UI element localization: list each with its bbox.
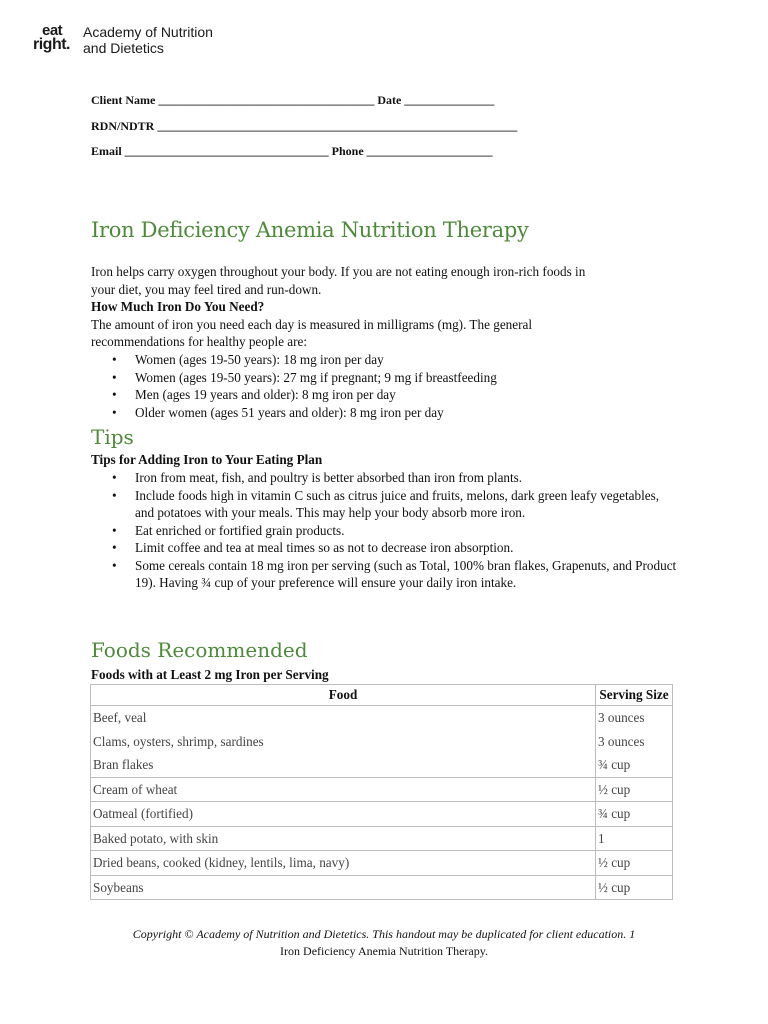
intro-line: Iron helps carry oxygen throughout your body. If you are not eating enough iron-rich foods in [91, 264, 586, 279]
copyright-notice: Copyright © Academy of Nutrition and Dietetics. This handout may be duplicated for client education. 1 [132, 927, 636, 941]
list-item: • Women (ages 19-50 years): 18 mg iron per day [91, 351, 681, 369]
page-title: Iron Deficiency Anemia Nutrition Therapy [91, 218, 529, 242]
list-item: • Include foods high in vitamin C such as citrus juice and fruits, melons, dark green leafy vegetables, and potatoes with your meals. This may help your body absorb more iron. [91, 487, 681, 522]
intro-line: The amount of iron you need each day is measured in milligrams (mg). The general [91, 316, 533, 332]
foods-table [90, 684, 673, 900]
eatright-logo [33, 24, 233, 56]
food-cell: Dried beans, cooked (kidney, lentils, lima, navy) [91, 851, 596, 876]
food-column-header: Food [91, 685, 596, 706]
email-phone-line[interactable]: Email __________________________________ Phone _____________________ [91, 144, 493, 158]
food-cell: Oatmeal (fortified) [91, 802, 596, 827]
iron-need-subheading: How Much Iron Do You Need? [91, 299, 265, 314]
serving-size-cell: ¾ cup [596, 753, 673, 777]
table-row [91, 826, 673, 851]
serving-size-column-header: Serving Size [596, 685, 673, 706]
list-item: • Older women (ages 51 years and older): 8 mg iron per day [91, 404, 681, 422]
table-header-row [91, 685, 673, 706]
serving-size-cell: ¾ cup [596, 802, 673, 827]
food-cell: Cream of wheat [91, 777, 596, 802]
serving-size-cell: ½ cup [596, 851, 673, 876]
food-cell: Beef, veal [91, 706, 596, 730]
intro-paragraph [91, 263, 681, 351]
eatright-logo-mark [33, 24, 77, 56]
food-cell: Bran flakes [91, 753, 596, 777]
page-footer [60, 926, 708, 960]
serving-size-cell: 3 ounces [596, 730, 673, 754]
list-item: • Some cereals contain 18 mg iron per serving (such as Total, 100% bran flakes, Grapenuts, and Product 19). Having ¾ cup of your preference will ensure your daily iron intake. [91, 557, 681, 592]
intro-line: recommendations for healthy people are: [91, 334, 308, 349]
list-item: • Eat enriched or fortified grain products. [91, 522, 681, 540]
table-row [91, 777, 673, 802]
tips-subheading: Tips for Adding Iron to Your Eating Plan [91, 452, 323, 467]
tips-list [91, 469, 681, 592]
organization-name-line1: Academy of Nutrition [83, 24, 213, 40]
logo-eat-text: eat [42, 22, 63, 39]
list-item: • Women (ages 19-50 years): 27 mg if pregnant; 9 mg if breastfeeding [91, 369, 681, 387]
food-cell: Baked potato, with skin [91, 826, 596, 851]
table-row [91, 706, 673, 730]
serving-size-cell: ½ cup [596, 875, 673, 900]
serving-size-cell: ½ cup [596, 777, 673, 802]
list-item: • Iron from meat, fish, and poultry is better absorbed than iron from plants. [91, 469, 681, 487]
serving-size-cell: 3 ounces [596, 706, 673, 730]
serving-size-cell: 1 [596, 826, 673, 851]
list-item: • Limit coffee and tea at meal times so as not to decrease iron absorption. [91, 539, 681, 557]
tips-heading: Tips [91, 425, 134, 449]
logo-right-text: right. [33, 36, 70, 53]
food-cell: Clams, oysters, shrimp, sardines [91, 730, 596, 754]
food-cell: Soybeans [91, 875, 596, 900]
table-row [91, 730, 673, 754]
table-row [91, 875, 673, 900]
intro-line: your diet, you may feel tired and run-down. [91, 281, 322, 297]
client-name-date-line[interactable]: Client Name ____________________________________ Date _______________ [91, 93, 495, 107]
footer-document-title: Iron Deficiency Anemia Nutrition Therapy. [280, 944, 488, 958]
table-row [91, 802, 673, 827]
organization-name-line2: and Dietetics [83, 40, 164, 56]
rdn-line[interactable]: RDN/NDTR ____________________________________________________________ [91, 119, 518, 133]
list-item: • Men (ages 19 years and older): 8 mg iron per day [91, 386, 681, 404]
foods-heading: Foods Recommended [91, 638, 308, 662]
table-row [91, 753, 673, 777]
table-row [91, 851, 673, 876]
foods-subheading: Foods with at Least 2 mg Iron per Serving [91, 667, 329, 682]
organization-name [83, 24, 213, 56]
iron-recommendation-list [91, 351, 681, 421]
